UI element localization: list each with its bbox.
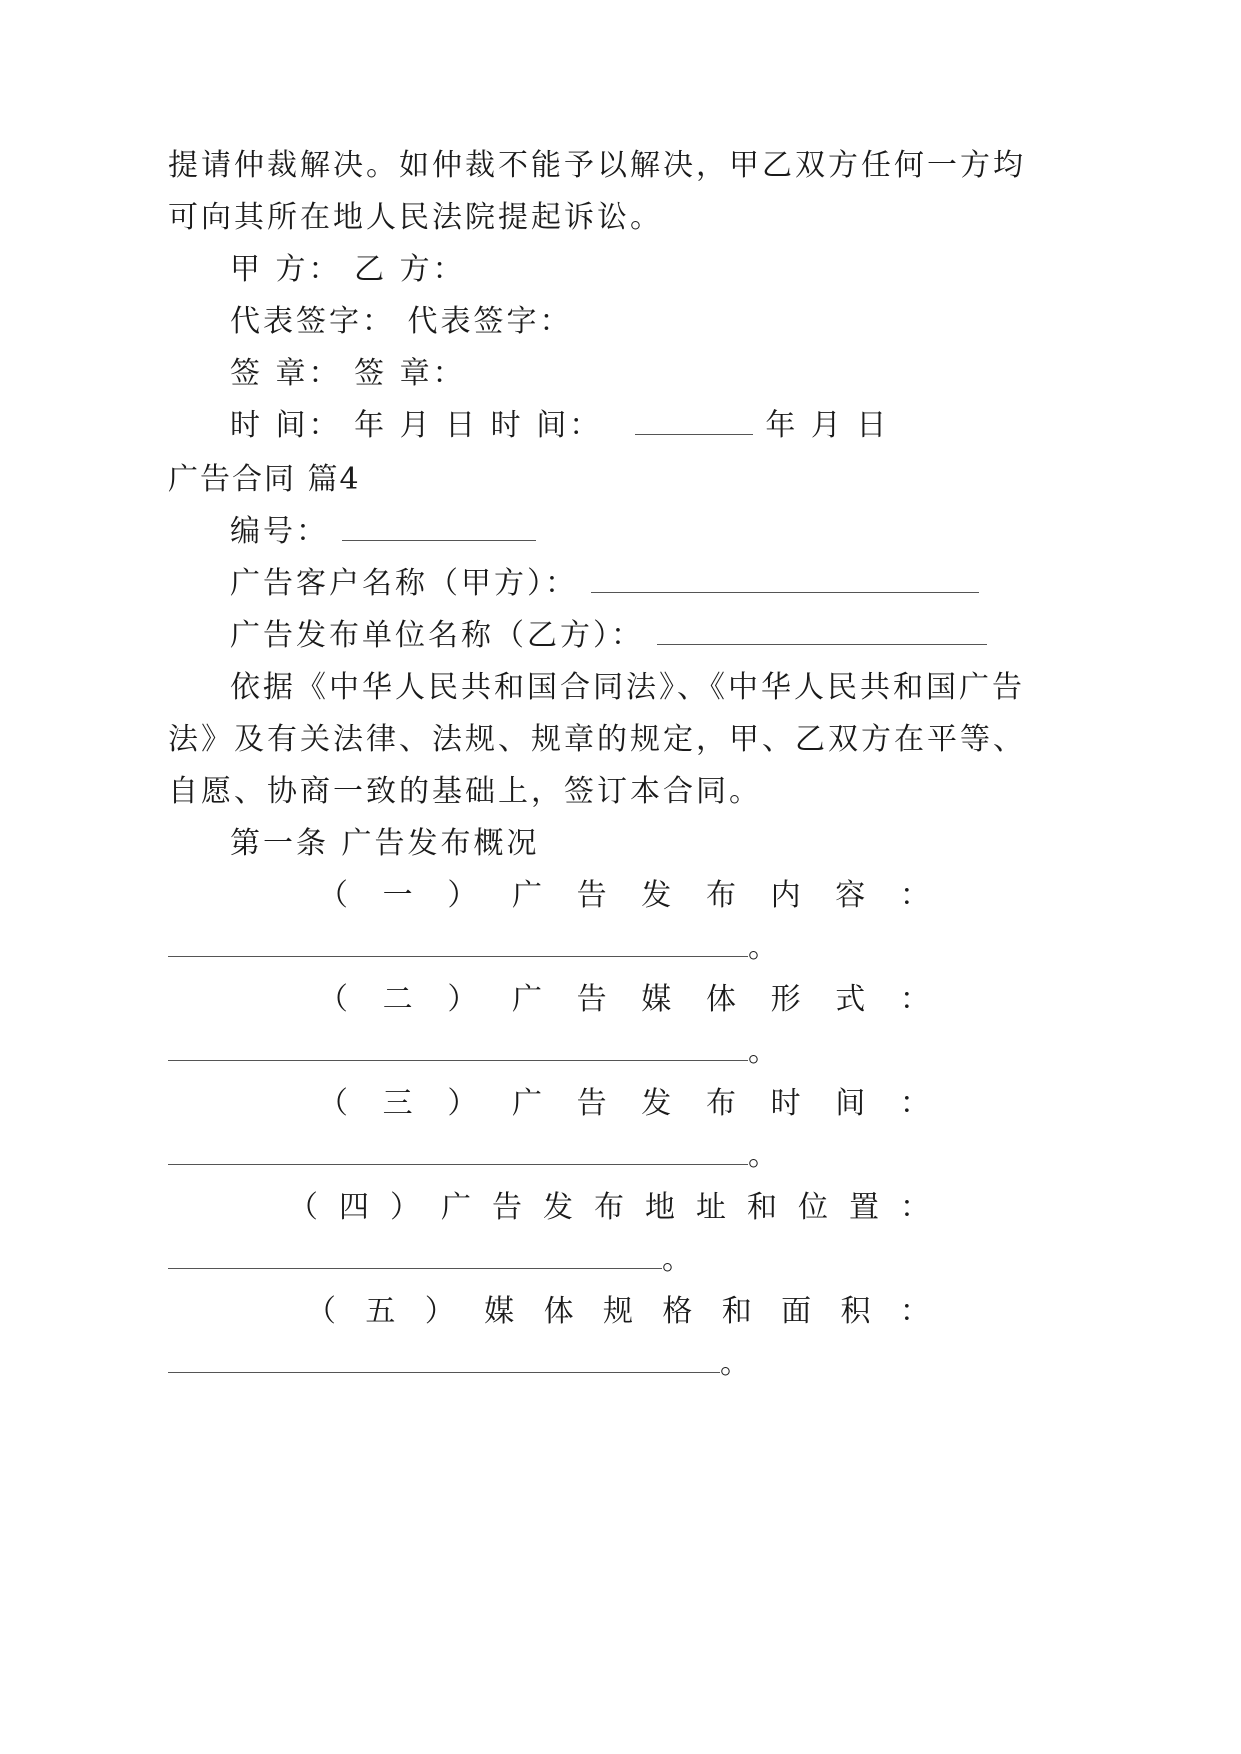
clause-blank: [168, 1028, 748, 1061]
signature-time-label: 时 间： 年 月 日 时 间：: [230, 408, 603, 443]
clause-heading-char: 布: [705, 1086, 736, 1121]
clause-heading: [318, 976, 930, 1024]
signature-time-line: [230, 402, 889, 450]
clause-heading-char: 址: [696, 1190, 726, 1225]
clause-blank: [168, 924, 748, 957]
clause-heading-char: 广: [511, 982, 542, 1017]
clause-heading-char: 告: [576, 982, 607, 1017]
clause-heading-char: （: [288, 1190, 318, 1225]
clause-blank-line: [168, 1028, 781, 1076]
clause-heading-char: 格: [662, 1294, 693, 1329]
period: 。: [748, 1138, 781, 1173]
clause-heading-char: 媒: [641, 982, 672, 1017]
article-heading: 第一条 广告发布概况: [230, 826, 540, 861]
clause-heading-char: 告: [576, 1086, 607, 1121]
clause-heading-char: 发: [641, 1086, 672, 1121]
clause-heading-char: 形: [770, 982, 801, 1017]
clause-heading-char: （: [306, 1294, 336, 1329]
clause-blank: [168, 1132, 748, 1165]
clause-heading-char: 体: [705, 982, 736, 1017]
clause-heading-char: （: [318, 878, 348, 913]
clause-heading-char: 四: [339, 1190, 369, 1225]
clause-heading-char: 布: [594, 1190, 624, 1225]
client-name-label: 广告客户名称（甲方）：: [230, 566, 578, 601]
publisher-name-blank: [657, 612, 987, 645]
clause-heading: [288, 1184, 930, 1232]
clause-blank: [168, 1340, 720, 1373]
clause-heading-char: 和: [721, 1294, 752, 1329]
clause-heading-char: 告: [492, 1190, 522, 1225]
clause-heading-char: 位: [798, 1190, 828, 1225]
clause-heading-char: 规: [602, 1294, 633, 1329]
client-name-line: [230, 560, 979, 608]
clause-heading-char: （: [318, 982, 348, 1017]
contract-number-line: [230, 508, 536, 556]
clause-heading-char: 告: [576, 878, 607, 913]
paragraph-line: 自愿、协商一致的基础上，签订本合同。: [168, 774, 762, 809]
signature-party-line: 甲 方： 乙 方：: [230, 252, 466, 287]
clause-heading-char: 三: [382, 1086, 413, 1121]
clause-heading: [306, 1288, 930, 1336]
clause-heading-char: ）: [447, 878, 478, 913]
clause-heading-char: 和: [747, 1190, 777, 1225]
clause-heading-char: （: [318, 1086, 348, 1121]
clause-blank-line: [168, 1340, 753, 1388]
clause-heading-char: ）: [447, 1086, 478, 1121]
clause-heading: [318, 1080, 930, 1128]
clause-heading-char: 体: [543, 1294, 574, 1329]
contract-number-label: 编号：: [230, 514, 329, 549]
section-title: 广告合同 篇4: [168, 462, 361, 497]
clause-heading-char: 发: [641, 878, 672, 913]
clause-heading-char: 二: [382, 982, 413, 1017]
clause-heading-char: ：: [899, 1294, 930, 1329]
clause-heading-char: 广: [441, 1190, 471, 1225]
clause-blank-line: [168, 1132, 781, 1180]
date-blank: [635, 402, 753, 435]
period: 。: [720, 1346, 753, 1381]
clause-heading-char: ）: [447, 982, 478, 1017]
period: 。: [748, 930, 781, 965]
clause-heading-char: 一: [382, 878, 413, 913]
signature-seal-line: 签 章： 签 章：: [230, 356, 466, 391]
clause-blank-line: [168, 1236, 695, 1284]
clause-heading-char: ：: [899, 1086, 930, 1121]
contract-number-blank: [342, 508, 536, 541]
paragraph-line: 法》及有关法律、法规、规章的规定，甲、乙双方在平等、: [168, 722, 1026, 757]
clause-heading-char: 面: [781, 1294, 812, 1329]
clause-heading-char: 发: [543, 1190, 573, 1225]
client-name-blank: [591, 560, 979, 593]
period: 。: [662, 1242, 695, 1277]
signature-date-label: 年 月 日: [765, 408, 890, 443]
publisher-name-line: [230, 612, 987, 660]
clause-heading-char: 置: [849, 1190, 879, 1225]
clause-heading-char: ）: [424, 1294, 455, 1329]
clause-heading-char: 媒: [484, 1294, 515, 1329]
clause-heading-char: 式: [835, 982, 866, 1017]
clause-heading-char: 广: [511, 878, 542, 913]
period: 。: [748, 1034, 781, 1069]
paragraph-line: 依据《中华人民共和国合同法》、《中华人民共和国广告: [230, 670, 1025, 705]
signature-representative-line: 代表签字： 代表签字：: [230, 304, 573, 339]
clause-heading-char: 广: [511, 1086, 542, 1121]
clause-heading-char: ：: [899, 878, 930, 913]
clause-heading-char: 间: [835, 1086, 866, 1121]
clause-heading-char: ：: [900, 1190, 930, 1225]
publisher-name-label: 广告发布单位名称（乙方）：: [230, 618, 644, 653]
clause-heading-char: ：: [899, 982, 930, 1017]
clause-heading-char: 容: [835, 878, 866, 913]
clause-heading-char: 布: [705, 878, 736, 913]
clause-blank-line: [168, 924, 781, 972]
clause-blank: [168, 1236, 662, 1269]
clause-heading-char: 内: [770, 878, 801, 913]
clause-heading-char: ）: [390, 1190, 420, 1225]
clause-heading: [318, 872, 930, 920]
paragraph-line: 可向其所在地人民法院提起诉讼。: [168, 200, 663, 235]
paragraph-line: 提请仲裁解决。如仲裁不能予以解决，甲乙双方任何一方均: [168, 148, 1026, 183]
clause-heading-char: 地: [645, 1190, 675, 1225]
clause-heading-char: 时: [770, 1086, 801, 1121]
clause-heading-char: 积: [840, 1294, 871, 1329]
clause-heading-char: 五: [365, 1294, 396, 1329]
